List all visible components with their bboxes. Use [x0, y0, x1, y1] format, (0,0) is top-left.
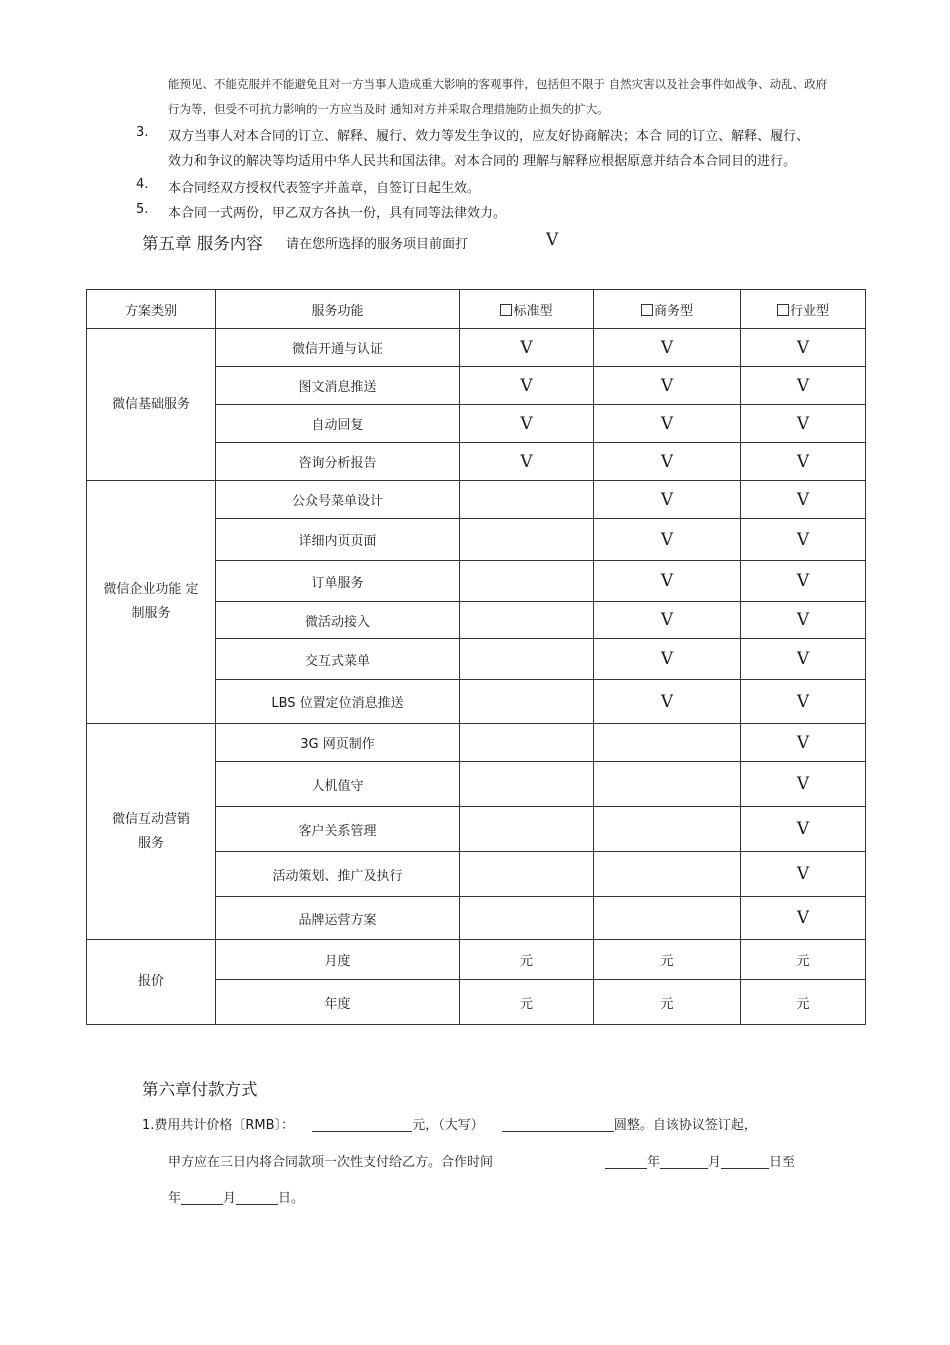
- table-row: [87, 481, 866, 519]
- feature-cell: 图文消息推送: [216, 367, 460, 405]
- standard-cell: V: [460, 405, 594, 443]
- standard-cell: [460, 724, 594, 762]
- clause-3-number: 3.: [136, 125, 149, 140]
- checkbox-business[interactable]: [641, 304, 653, 316]
- business-cell: V: [594, 602, 741, 639]
- standard-cell: [460, 519, 594, 561]
- price-industry-cell[interactable]: 元: [741, 980, 866, 1025]
- chapter-5-title: 第五章 服务内容: [142, 234, 263, 253]
- standard-cell: [460, 639, 594, 680]
- business-cell: [594, 724, 741, 762]
- price-industry-cell[interactable]: 元: [741, 940, 866, 980]
- industry-cell: V: [741, 852, 866, 897]
- cooperation-end-date: 年 月 日。: [168, 1191, 305, 1206]
- standard-cell: [460, 680, 594, 724]
- feature-cell: 自动回复: [216, 405, 460, 443]
- standard-cell: [460, 602, 594, 639]
- industry-cell: V: [741, 897, 866, 940]
- price-uppercase-field[interactable]: [502, 1117, 614, 1132]
- standard-cell: [460, 852, 594, 897]
- header-industry: 行业型: [741, 290, 866, 329]
- feature-cell: 年度: [216, 980, 460, 1025]
- clause-5-number: 5.: [136, 202, 149, 217]
- standard-cell: [460, 807, 594, 852]
- header-standard: 标准型: [460, 290, 594, 329]
- standard-cell: [460, 897, 594, 940]
- feature-cell: 人机值守: [216, 762, 460, 807]
- cooperation-start-date: 年 月 日至: [605, 1151, 795, 1170]
- clause-4-text: 本合同经双方授权代表签字并盖章，自签订日起生效。: [168, 181, 481, 196]
- business-cell: [594, 807, 741, 852]
- clause-3-line-1: 双方当事人对本合同的订立、解释、履行、效力等发生争议的，应友好协商解决；本合 同的订立、解释、履行、: [168, 129, 810, 144]
- business-cell: V: [594, 443, 741, 481]
- check-mark-example: V: [546, 230, 559, 250]
- industry-cell: V: [741, 561, 866, 602]
- start-day-field[interactable]: [721, 1154, 769, 1169]
- industry-cell: V: [741, 602, 866, 639]
- feature-cell: 微信开通与认证: [216, 329, 460, 367]
- force-majeure-line-1: 能预见、不能克服并不能避免且对一方当事人造成重大影响的客观事件，包括但不限于 自然灾害以及社会事件如战争、动乱、政府: [168, 77, 828, 91]
- feature-cell: 详细内页页面: [216, 519, 460, 561]
- feature-cell: 交互式菜单: [216, 639, 460, 680]
- business-cell: V: [594, 639, 741, 680]
- table-row: [87, 724, 866, 762]
- category-marketing: 微信互动营销 服务: [87, 724, 216, 940]
- industry-cell: V: [741, 519, 866, 561]
- industry-cell: V: [741, 762, 866, 807]
- payment-line-1: 1.费用共计价格〔RMB〕： 元，（大写） 圆整。自该协议签订起，: [142, 1118, 757, 1133]
- checkbox-industry[interactable]: [777, 304, 789, 316]
- table-row: [87, 940, 866, 980]
- business-cell: V: [594, 561, 741, 602]
- feature-cell: LBS 位置定位消息推送: [216, 680, 460, 724]
- industry-cell: V: [741, 443, 866, 481]
- industry-cell: V: [741, 481, 866, 519]
- industry-cell: V: [741, 329, 866, 367]
- checkbox-standard[interactable]: [500, 304, 512, 316]
- price-standard-cell[interactable]: 元: [460, 980, 594, 1025]
- end-month-field[interactable]: [181, 1190, 223, 1205]
- feature-cell: 品牌运营方案: [216, 897, 460, 940]
- business-cell: V: [594, 405, 741, 443]
- industry-cell: V: [741, 639, 866, 680]
- industry-cell: V: [741, 367, 866, 405]
- price-business-cell[interactable]: 元: [594, 940, 741, 980]
- category-pricing: 报价: [87, 940, 216, 1025]
- business-cell: V: [594, 680, 741, 724]
- business-cell: V: [594, 481, 741, 519]
- business-cell: V: [594, 367, 741, 405]
- end-day-field[interactable]: [236, 1190, 278, 1205]
- start-month-field[interactable]: [660, 1154, 708, 1169]
- feature-cell: 订单服务: [216, 561, 460, 602]
- standard-cell: [460, 481, 594, 519]
- standard-cell: [460, 762, 594, 807]
- force-majeure-line-2: 行为等，但受不可抗力影响的一方应当及时 通知对方并采取合理措施防止损失的扩大。: [168, 102, 609, 116]
- industry-cell: V: [741, 680, 866, 724]
- feature-cell: 客户关系管理: [216, 807, 460, 852]
- standard-cell: V: [460, 367, 594, 405]
- service-table: [86, 289, 866, 1025]
- clause-3-line-2: 效力和争议的解决等均适用中华人民共和国法律。对本合同的 理解与解释应根据原意并结合本合同目的进行。: [168, 154, 797, 169]
- category-basic: 微信基础服务: [87, 329, 216, 481]
- price-business-cell[interactable]: 元: [594, 980, 741, 1025]
- header-feature: 服务功能: [216, 290, 460, 329]
- industry-cell: V: [741, 405, 866, 443]
- feature-cell: 活动策划、推广及执行: [216, 852, 460, 897]
- industry-cell: V: [741, 807, 866, 852]
- table-header-row: [87, 290, 866, 329]
- clause-4-number: 4.: [136, 177, 149, 192]
- start-year-field[interactable]: [605, 1154, 647, 1169]
- standard-cell: V: [460, 443, 594, 481]
- standard-cell: [460, 561, 594, 602]
- payment-line-2: 甲方应在三日内将合同款项一次性支付给乙方。合作时间: [168, 1155, 494, 1170]
- industry-cell: V: [741, 724, 866, 762]
- business-cell: [594, 852, 741, 897]
- feature-cell: 月度: [216, 940, 460, 980]
- category-enterprise: 微信企业功能 定 制服务: [87, 481, 216, 724]
- feature-cell: 3G 网页制作: [216, 724, 460, 762]
- feature-cell: 公众号菜单设计: [216, 481, 460, 519]
- business-cell: V: [594, 329, 741, 367]
- feature-cell: 咨询分析报告: [216, 443, 460, 481]
- business-cell: V: [594, 519, 741, 561]
- business-cell: [594, 762, 741, 807]
- header-business: 商务型: [594, 290, 741, 329]
- standard-cell: V: [460, 329, 594, 367]
- header-category: 方案类别: [87, 290, 216, 329]
- business-cell: [594, 897, 741, 940]
- chapter-5-instruction: 请在您所选择的服务项目前面打: [286, 237, 469, 252]
- feature-cell: 微活动接入: [216, 602, 460, 639]
- price-amount-field[interactable]: [312, 1117, 412, 1132]
- chapter-6-title: 第六章付款方式: [142, 1080, 258, 1099]
- clause-5-text: 本合同一式两份，甲乙双方各执一份，具有同等法律效力。: [168, 206, 507, 221]
- price-standard-cell[interactable]: 元: [460, 940, 594, 980]
- table-row: [87, 329, 866, 367]
